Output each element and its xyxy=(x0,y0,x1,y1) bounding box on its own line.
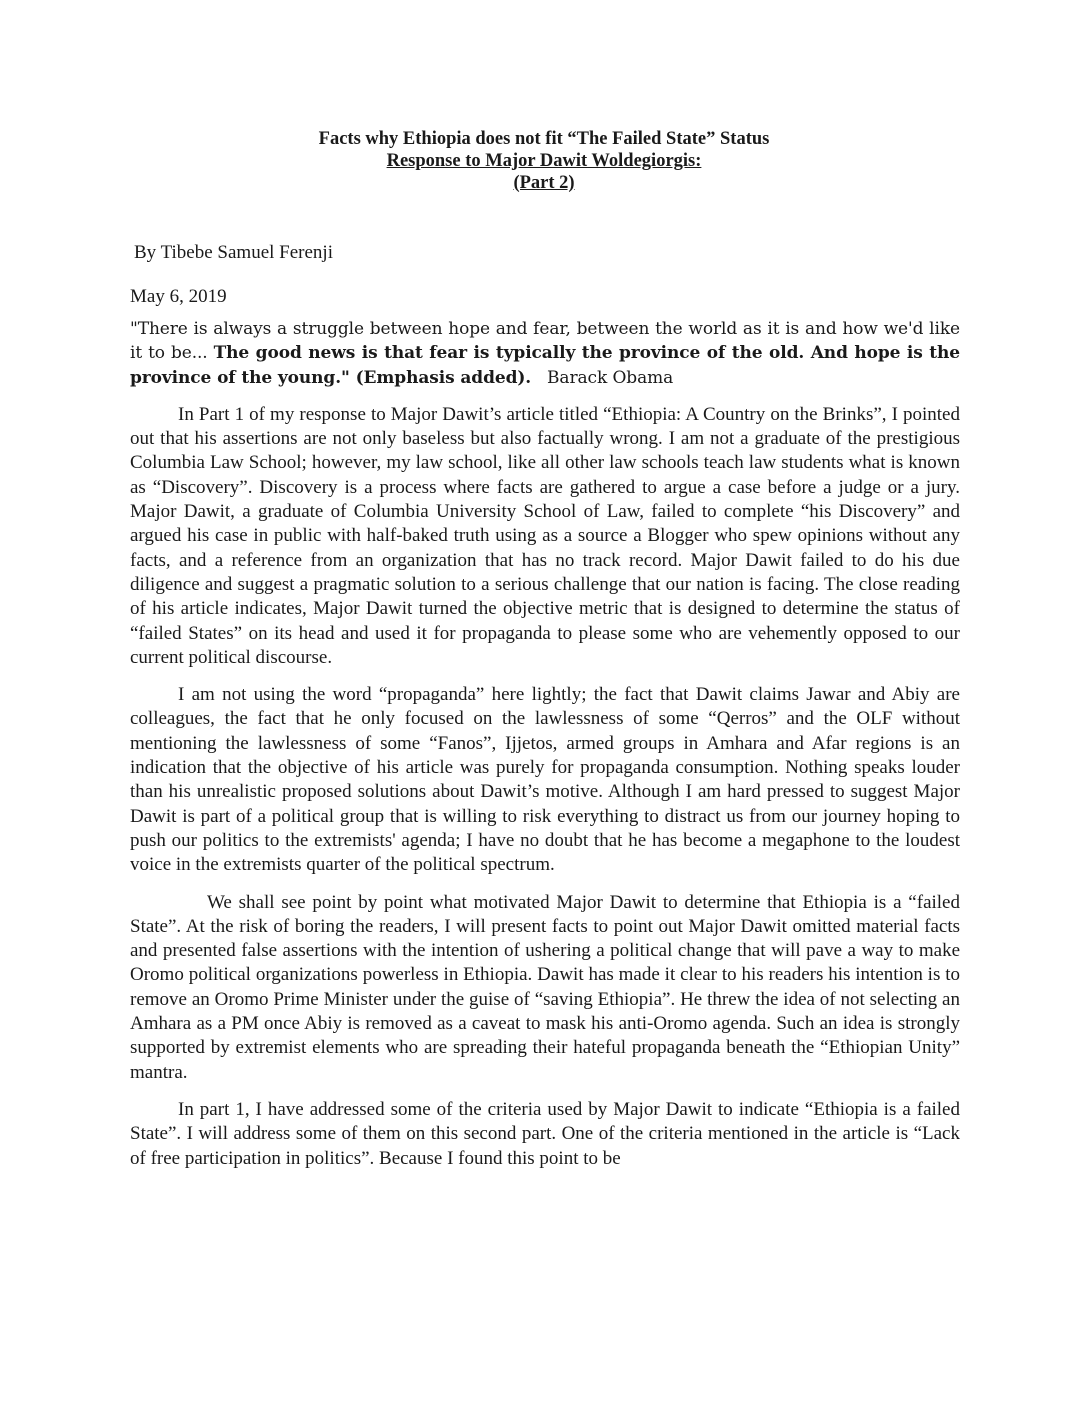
quote-attribution: Barack Obama xyxy=(531,367,674,388)
article-body xyxy=(130,317,960,1184)
quote-text: "There is always a struggle between hope and fear, between the world as it is and how we'd like it to be... xyxy=(130,319,960,364)
paragraph-4: In part 1, I have addressed some of the criteria used by Major Dawit to indicate “Ethiopia is a failed State”. I will address some of them on this second part. One of the criteria mentioned in the article is “Lack of free participation in politics”. Because I found this point to be xyxy=(130,1098,960,1169)
document-subtitle: Response to Major Dawit Woldegiorgis: xyxy=(386,151,702,171)
document-title: Facts why Ethiopia does not fit “The Failed State” Status xyxy=(318,129,770,149)
paragraph-1: In Part 1 of my response to Major Dawit’s article titled “Ethiopia: A Country on the Brinks”, I pointed out that his assertions are not only baseless but also factually wrong. I am not a graduate of the prestigious Columbia Law School; however, my law school, like all other law schools teach law students what is known as “Discovery”. Discovery is a process where facts are gathered to argue a case before a judge or a jury. Major Dawit, a graduate of Columbia University School of Law, failed to complete “his Discovery” and argued his case in public with half-baked truth using as a source a Blogger who spew opinions without any facts, and a reference from an organization that has no track record. Major Dawit failed to do his due diligence and suggest a pragmatic solution to a serious challenge that our nation is facing. The close reading of his article indicates, Major Dawit turned the objective metric that is designed to determine the status of “failed States” on its head and used it for propaganda to please some who are vehemently opposed to our current political discourse. xyxy=(130,403,960,668)
paragraph-3: We shall see point by point what motivated Major Dawit to determine that Ethiopia is a “failed State”. At the risk of boring the readers, I will present facts to point out Major Dawit omitted material facts and presented false assertions with the intention of ushering a political change that will pave a way to make Oromo political organizations powerless in Ethiopia. Dawit has made it clear to his readers his intention is to remove an Oromo Prime Minister under the guise of “saving Ethiopia”. He threw the idea of not selecting an Amhara as a PM once Abiy is removed as a caveat to mask his anti-Oromo agenda. Such an idea is strongly supported by extremist elements who are spreading their hateful propaganda beneath the “Ethiopian Unity” mantra. xyxy=(130,891,960,1083)
author-byline: By Tibebe Samuel Ferenji xyxy=(134,242,333,263)
title-block xyxy=(0,128,1088,194)
paragraph-2: I am not using the word “propaganda” here lightly; the fact that Dawit claims Jawar and Abiy are colleagues, the fact that he only focused on the lawlessness of some “Qerros” and the OLF without mentioning the lawlessness of some “Fanos”, Ijjetos, armed groups in Amhara and Afar regions is an indication that the objective of his article was purely for propaganda consumption. Nothing speaks louder than his unrealistic proposed solutions about Dawit’s motive. Although I am hard pressed to suggest Major Dawit is part of a political group that is willing to risk everything to distract us from our journey hoping to push our politics to the extremists' agenda; I have no doubt that he has become a megaphone to the loudest voice in the extremists quarter of the political spectrum. xyxy=(130,684,960,876)
quote-emphasis: The good news is that fear is typically the province of the old. And hope is the province of the young." (Emphasis added). xyxy=(130,343,960,388)
document-part-label: (Part 2) xyxy=(513,173,575,193)
publication-date: May 6, 2019 xyxy=(130,286,227,307)
opening-quote xyxy=(130,317,960,390)
